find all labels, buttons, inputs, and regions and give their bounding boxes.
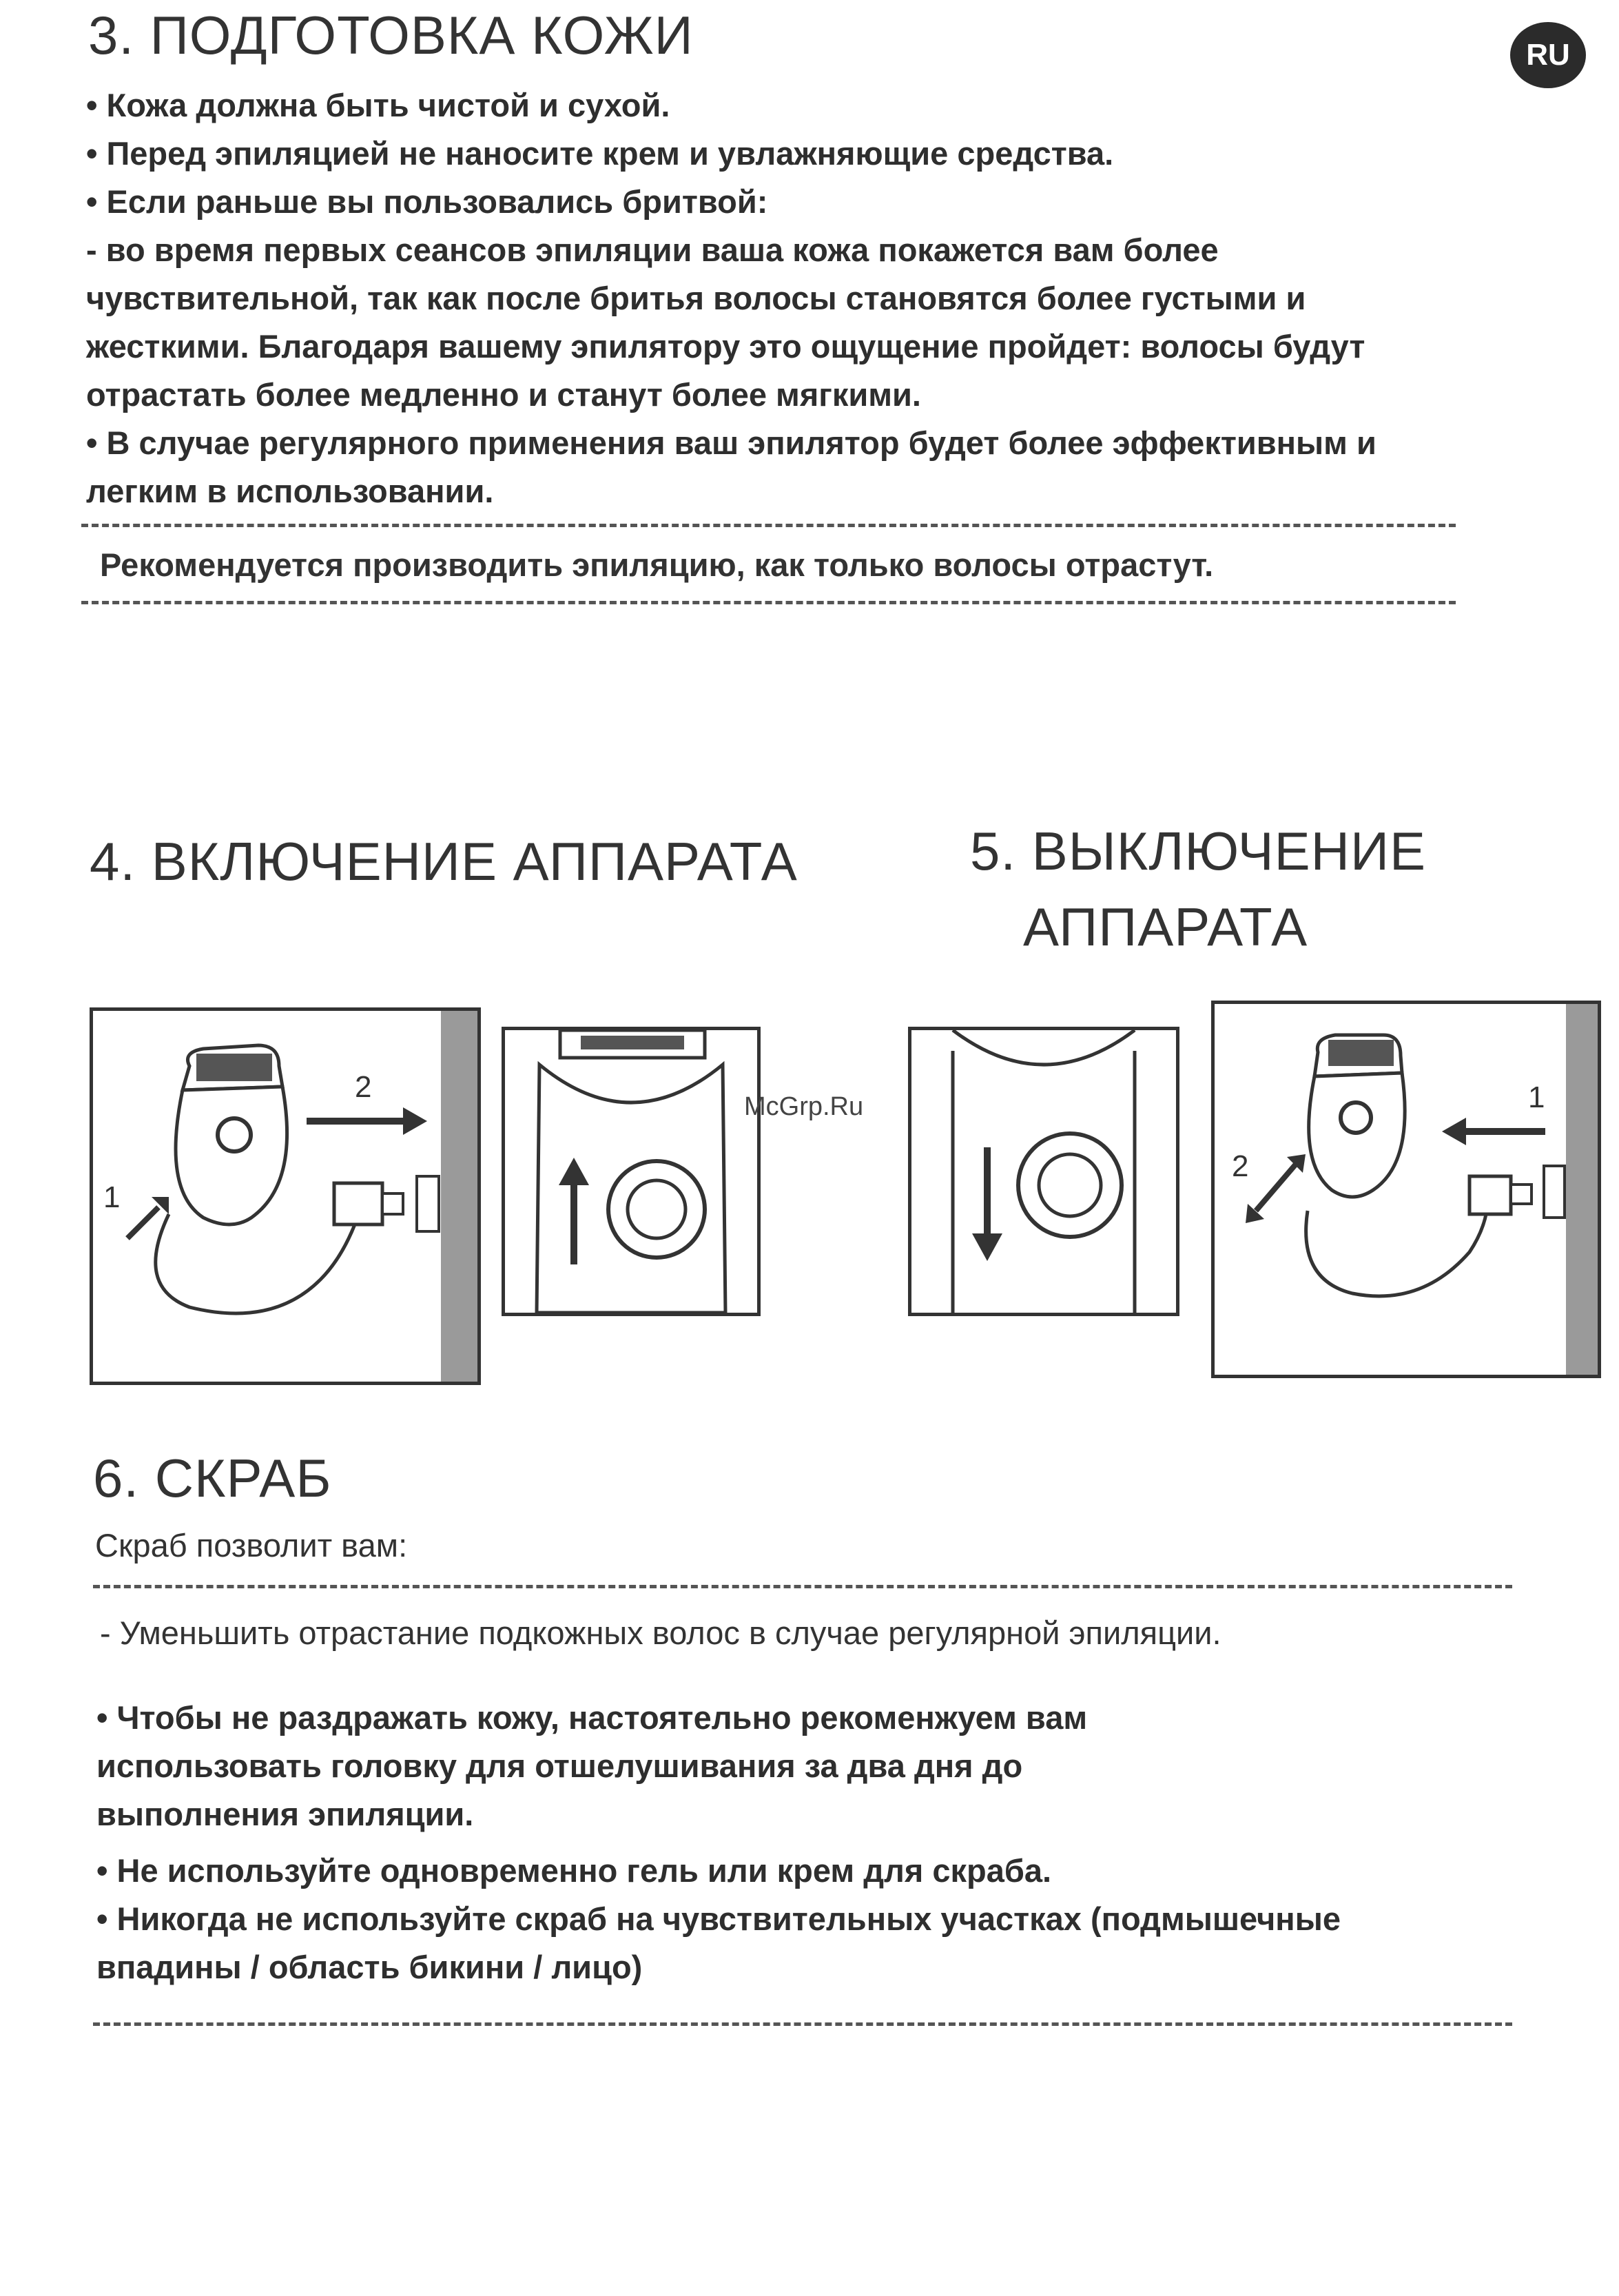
arrow-left-icon	[1442, 1118, 1545, 1145]
divider	[93, 2022, 1512, 2026]
epilator-icon	[1309, 1035, 1405, 1197]
step-2-label: 2	[1232, 1149, 1249, 1183]
s6-bullets-2	[96, 1847, 1578, 1991]
s3-line-7: отрастать более медленно и станут более мягкими.	[86, 376, 921, 413]
cable	[1306, 1211, 1487, 1296]
wall	[1566, 1004, 1598, 1375]
section-5-title-line-2: АППАРАТА	[1023, 896, 1308, 957]
s3-line-9: легким в использовании.	[86, 473, 494, 509]
figure-switch-on-drawing	[505, 1030, 757, 1313]
device-top-curve	[953, 1030, 1135, 1065]
s3-line-8: • В случае регулярного применения ваш эпилятор будет более эффективным и	[86, 424, 1376, 461]
switch-center	[1039, 1154, 1101, 1216]
s3-line-6: жесткими. Благодаря вашему эпилятору это ощущение пройдет: волосы будут	[86, 328, 1365, 365]
s6-b1-line-2: использовать головку для отшелушивания за два дня до	[96, 1747, 1023, 1784]
divider	[81, 524, 1456, 527]
watermark: McGrp.Ru	[744, 1092, 864, 1121]
s3-line-3: • Если раньше вы пользовались бритвой:	[86, 183, 768, 220]
s3-note: Рекомендуется производить эпиляцию, как только волосы отрастут.	[100, 546, 1214, 583]
switch-center	[628, 1180, 685, 1238]
divider	[93, 1585, 1512, 1588]
s6-item: - Уменьшить отрастание подкожных волос в случае регулярной эпиляции.	[100, 1615, 1221, 1651]
language-badge: RU	[1510, 22, 1586, 88]
epilator-icon	[176, 1045, 287, 1224]
arrow-diagonal-icon	[1246, 1154, 1306, 1223]
s6-bullets-1	[96, 1694, 1543, 1838]
step-1-label: 1	[1528, 1080, 1545, 1114]
section-5-title-line-1: 5. ВЫКЛЮЧЕНИЕ	[970, 821, 1427, 881]
figure-unplug	[1211, 1001, 1601, 1378]
step-2-label: 2	[355, 1070, 372, 1104]
s3-line-2: • Перед эпиляцией не наносите крем и увлажняющие средства.	[86, 135, 1114, 172]
figure-switch-off-drawing	[911, 1030, 1176, 1313]
s3-line-5: чувствительной, так как после бритья волосы становятся более густыми и	[86, 280, 1306, 316]
s6-b1-line-1: • Чтобы не раздражать кожу, настоятельно рекоменжуем вам	[96, 1699, 1088, 1736]
s6-b2-line-2: • Никогда не используйте скраб на чувствительных участках (подмышечные	[96, 1900, 1341, 1937]
figure-switch-on	[502, 1027, 761, 1316]
divider	[81, 601, 1456, 604]
section-3-body	[86, 81, 1533, 515]
arrow-down-icon	[972, 1147, 1002, 1261]
section-4-title: 4. ВКЛЮЧЕНИЕ АППАРАТА	[90, 831, 798, 892]
figure-switch-off	[908, 1027, 1179, 1316]
s6-b2-line-1: • Не используйте одновременно гель или крем для скраба.	[96, 1852, 1052, 1889]
s6-b2-line-3: впадины / область бикини / лицо)	[96, 1949, 643, 1985]
device-head-rollers	[581, 1036, 684, 1049]
cable	[156, 1214, 355, 1313]
s6-b1-line-3: выполнения эпиляции.	[96, 1796, 474, 1832]
plug-icon	[334, 1176, 439, 1231]
section-6-title: 6. СКРАБ	[93, 1448, 332, 1508]
arrow-icon	[307, 1107, 427, 1135]
section-3-title: 3. ПОДГОТОВКА КОЖИ	[88, 5, 694, 65]
s3-line-4: - во время первых сеансов эпиляции ваша кожа покажется вам более	[86, 232, 1219, 268]
figure-plug-in-drawing	[93, 1011, 477, 1382]
s6-intro: Скраб позволит вам:	[95, 1527, 408, 1564]
figure-plug-in	[90, 1007, 481, 1385]
s3-line-1: • Кожа должна быть чистой и сухой.	[86, 87, 670, 123]
figure-unplug-drawing	[1215, 1004, 1598, 1375]
wall	[441, 1011, 477, 1382]
plug-icon	[1470, 1166, 1565, 1218]
step-1-label: 1	[103, 1180, 121, 1214]
